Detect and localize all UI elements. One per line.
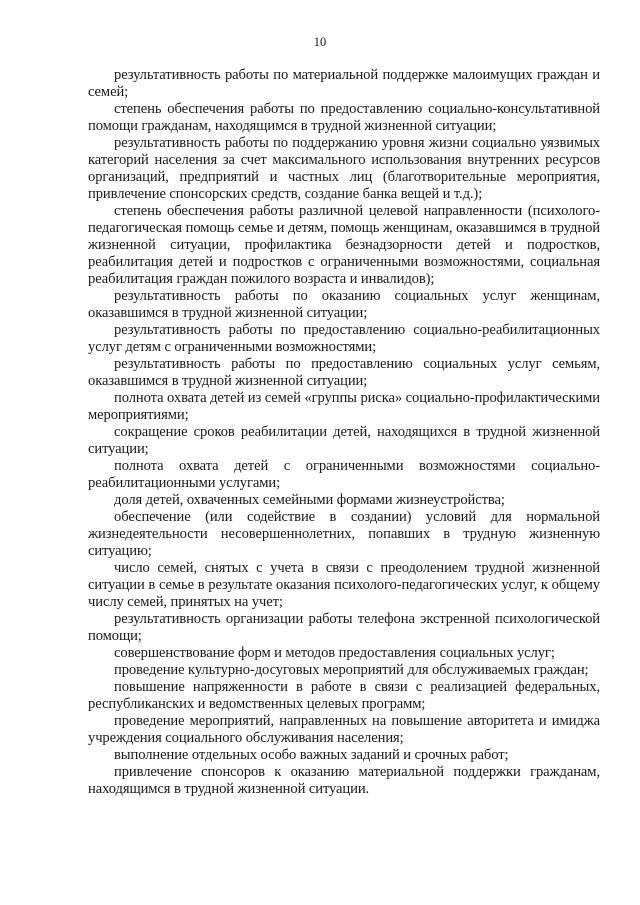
paragraph: обеспечение (или содействие в создании) условий для нормальной жизнедеятельности несовершеннолетних, попавших в трудную жизненную ситуацию; [88, 509, 600, 559]
paragraph: выполнение отдельных особо важных заданий и срочных работ; [114, 747, 509, 763]
paragraph: результативность организации работы телефона экстренной психологической помощи; [88, 611, 600, 644]
paragraph: степень обеспечения работы различной целевой направленности (психолого-педагогическая помощь семье и детям, помощь женщинам, оказавшимся в трудной жизненной ситуации, профилактика безнадзорности детей и подростков, реабилитация детей и подростков с ограниченными возможностями, социальная реабилитация граждан пожилого возраста и инвалидов); [88, 203, 600, 287]
paragraph: результативность работы по материальной поддержке малоимущих граждан и семей; [88, 67, 600, 100]
paragraph: полнота охвата детей с ограниченными возможностями социально-реабилитационными услугами; [88, 458, 600, 491]
paragraph: повышение напряженности в работе в связи с реализацией федеральных, республиканских и ведомственных целевых программ; [88, 679, 600, 712]
paragraph: полнота охвата детей из семей «группы риска» социально-профилактическими мероприятиями; [88, 390, 600, 423]
paragraph: результативность работы по поддержанию уровня жизни социально уязвимых категорий населения за счет максимального использования внутренних ресурсов организаций, предприятий и частных лиц (благотворительные мероприятия, привлечение спонсорских средств, создание банка вещей и т.д.); [88, 135, 600, 202]
document-body [88, 67, 600, 798]
paragraph: число семей, снятых с учета в связи с преодолением трудной жизненной ситуации в семье в результате оказания психолого-педагогических услуг, к общему числу семей, принятых на учет; [88, 560, 600, 610]
paragraph: доля детей, охваченных семейными формами жизнеустройства; [114, 492, 505, 508]
paragraph: проведение культурно-досуговых мероприятий для обслуживаемых граждан; [114, 662, 589, 678]
paragraph: результативность работы по оказанию социальных услуг женщинам, оказавшимся в трудной жизненной ситуации; [88, 288, 600, 321]
paragraph: совершенствование форм и методов предоставления социальных услуг; [114, 645, 555, 661]
page-number: 10 [313, 35, 327, 49]
paragraph: сокращение сроков реабилитации детей, находящихся в трудной жизненной ситуации; [88, 424, 600, 457]
paragraph: результативность работы по предоставлению социально-реабилитационных услуг детям с ограниченными возможностями; [88, 322, 600, 355]
paragraph: степень обеспечения работы по предоставлению социально-консультативной помощи гражданам, находящимся в трудной жизненной ситуации; [88, 101, 600, 134]
paragraph: проведение мероприятий, направленных на повышение авторитета и имиджа учреждения социального обслуживания населения; [88, 713, 600, 746]
paragraph: результативность работы по предоставлению социальных услуг семьям, оказавшимся в трудной жизненной ситуации; [88, 356, 600, 389]
paragraph: привлечение спонсоров к оказанию материальной поддержки гражданам, находящимся в трудной жизненной ситуации. [88, 764, 600, 797]
